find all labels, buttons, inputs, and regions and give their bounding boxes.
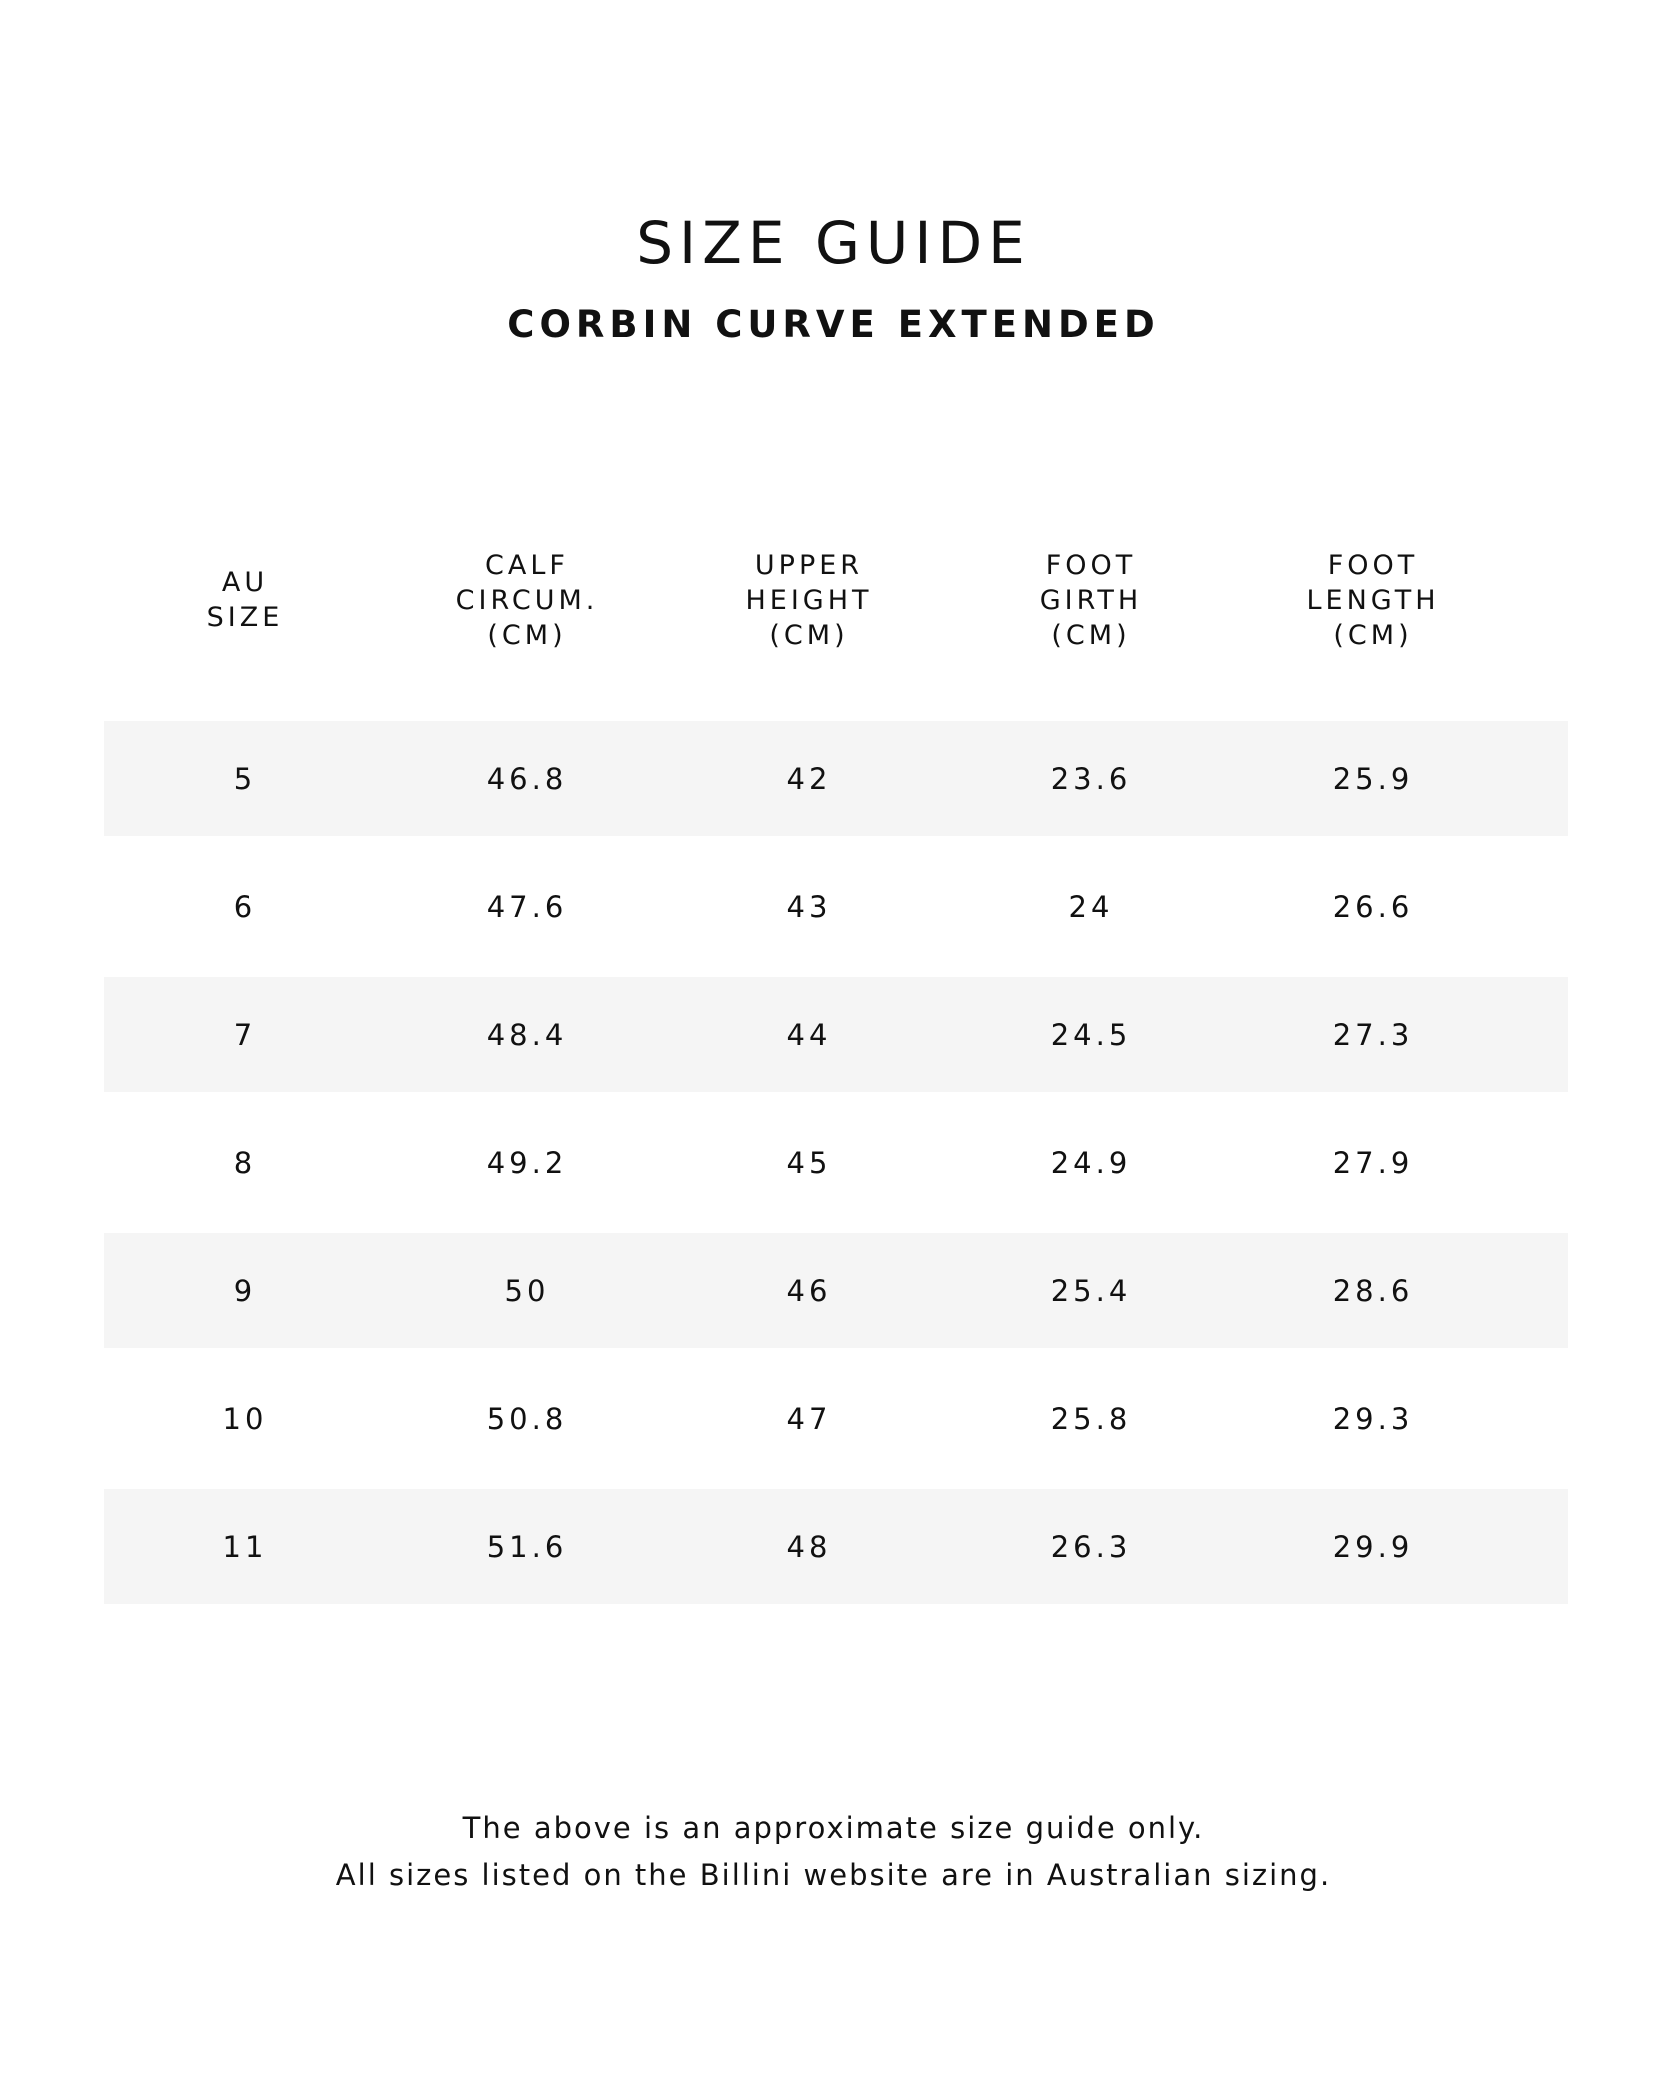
header-calf-circumference	[386, 548, 668, 653]
product-subtitle: CORBIN CURVE EXTENDED	[507, 303, 1160, 346]
cell-upper-height: 43	[786, 889, 832, 924]
footer-line: The above is an approximate size guide only.	[462, 1811, 1205, 1845]
table-row	[104, 977, 1568, 1092]
header-line: FOOT	[1327, 549, 1419, 581]
cell-calf-circumference: 50.8	[486, 1401, 568, 1436]
cell-calf-circumference: 47.6	[486, 889, 568, 924]
footer-line: All sizes listed on the Billini website are in Australian sizing.	[335, 1858, 1332, 1892]
table-row	[104, 849, 1568, 964]
cell-foot-length: 27.9	[1332, 1145, 1414, 1180]
cell-foot-girth: 23.6	[1050, 761, 1132, 796]
cell-au-size: 10	[222, 1401, 268, 1436]
header-line: (CM)	[1333, 619, 1413, 651]
header-upper-height	[668, 548, 950, 653]
table-row	[104, 721, 1568, 836]
header-line: SIZE	[206, 602, 284, 633]
header-line: UPPER	[754, 549, 864, 581]
cell-calf-circumference: 50	[504, 1273, 550, 1308]
cell-foot-length: 25.9	[1332, 761, 1414, 796]
header-line: (CM)	[487, 619, 567, 651]
cell-upper-height: 48	[786, 1529, 832, 1564]
header-line: (CM)	[1051, 619, 1131, 651]
header-line: FOOT	[1045, 549, 1137, 581]
cell-foot-length: 29.3	[1332, 1401, 1414, 1436]
header-au-size	[104, 565, 386, 635]
cell-foot-girth: 25.4	[1050, 1273, 1132, 1308]
table-row	[104, 1233, 1568, 1348]
header-foot-length	[1232, 548, 1514, 653]
cell-au-size: 9	[233, 1273, 257, 1308]
cell-upper-height: 46	[786, 1273, 832, 1308]
cell-calf-circumference: 46.8	[486, 761, 568, 796]
header-line: GIRTH	[1039, 584, 1143, 616]
cell-upper-height: 44	[786, 1017, 832, 1052]
table-row	[104, 1489, 1568, 1604]
header-line: CALF	[485, 549, 569, 581]
cell-foot-length: 27.3	[1332, 1017, 1414, 1052]
cell-au-size: 6	[233, 889, 257, 924]
cell-foot-length: 26.6	[1332, 889, 1414, 924]
cell-foot-girth: 26.3	[1050, 1529, 1132, 1564]
cell-au-size: 7	[233, 1017, 257, 1052]
size-table	[104, 540, 1568, 1564]
header-line: AU	[221, 567, 269, 598]
cell-calf-circumference: 51.6	[486, 1529, 568, 1564]
cell-foot-girth: 24.9	[1050, 1145, 1132, 1180]
cell-au-size: 8	[233, 1145, 257, 1180]
page-title: SIZE GUIDE	[636, 209, 1031, 277]
table-header-row	[104, 540, 1568, 660]
cell-foot-girth: 24.5	[1050, 1017, 1132, 1052]
table-row	[104, 1105, 1568, 1220]
header-line: (CM)	[769, 619, 849, 651]
cell-upper-height: 42	[786, 761, 832, 796]
cell-upper-height: 45	[786, 1145, 832, 1180]
cell-foot-length: 28.6	[1332, 1273, 1414, 1308]
header-line: HEIGHT	[745, 584, 873, 616]
header-line: CIRCUM.	[455, 584, 599, 616]
header-foot-girth	[950, 548, 1232, 653]
cell-au-size: 5	[233, 761, 257, 796]
cell-calf-circumference: 48.4	[486, 1017, 568, 1052]
cell-foot-length: 29.9	[1332, 1529, 1414, 1564]
header-line: LENGTH	[1306, 584, 1440, 616]
cell-calf-circumference: 49.2	[486, 1145, 568, 1180]
cell-au-size: 11	[222, 1529, 268, 1564]
cell-upper-height: 47	[786, 1401, 832, 1436]
cell-foot-girth: 25.8	[1050, 1401, 1132, 1436]
table-body	[104, 721, 1568, 1617]
cell-foot-girth: 24	[1068, 889, 1114, 924]
table-row	[104, 1361, 1568, 1476]
footer-note	[0, 1805, 1667, 1899]
